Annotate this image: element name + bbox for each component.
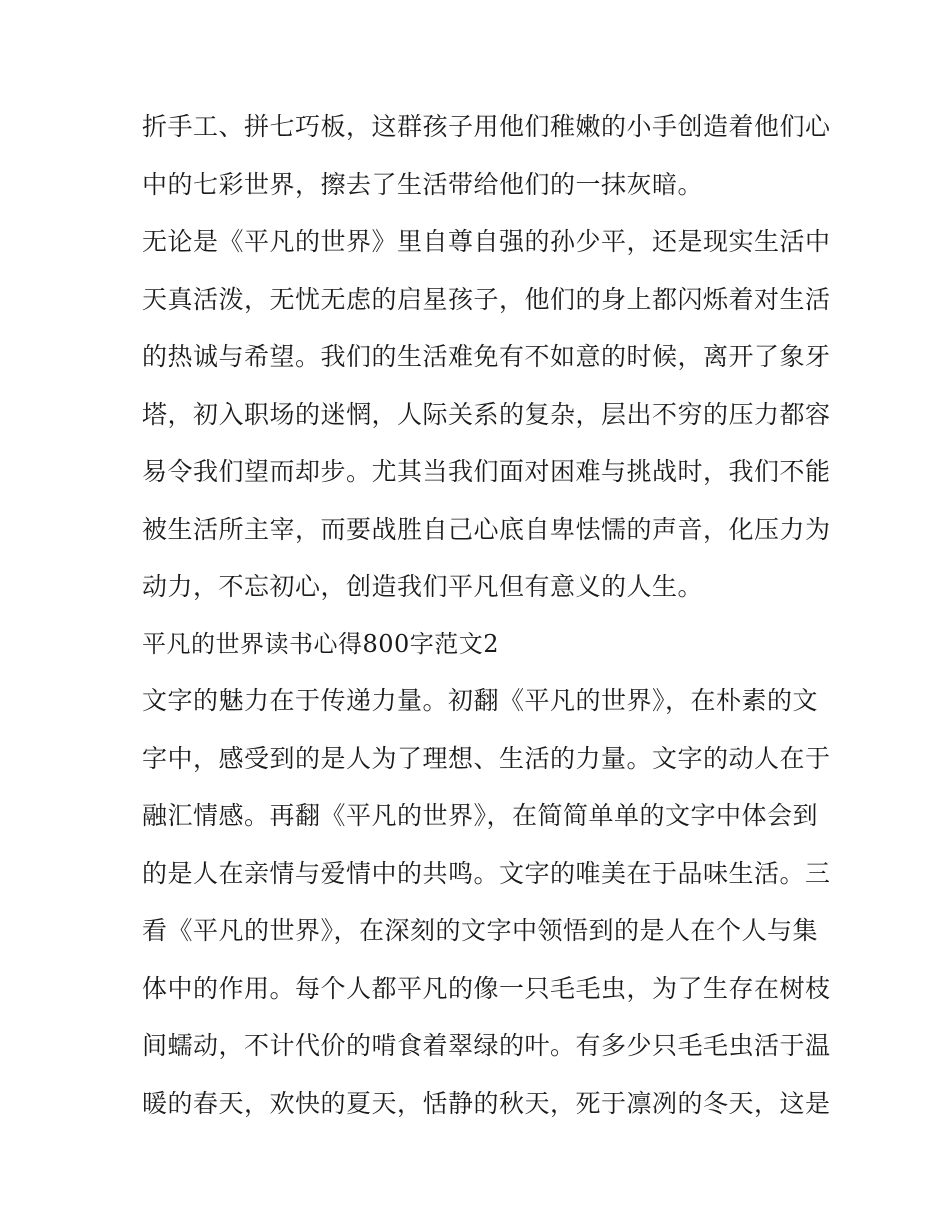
paragraph-line: 间蠕动，不计代价的啃食着翠绿的叶。有多少只毛毛虫活于温: [142, 1031, 831, 1060]
paragraph-line: 的热诚与希望。我们的生活难免有不如意的时候，离开了象牙: [142, 342, 831, 371]
paragraph-line: 文字的魅力在于传递力量。初翻《平凡的世界》，在朴素的文: [142, 686, 819, 715]
paragraph-line: 的是人在亲情与爱情中的共鸣。文字的唯美在于品味生活。三: [142, 859, 831, 888]
paragraph-line: 动力，不忘初心，创造我们平凡但有意义的人生。: [142, 572, 704, 601]
paragraph-line: 被生活所主宰，而要战胜自己心底自卑怯懦的声音，化压力为: [142, 515, 831, 544]
paragraph-line: 无论是《平凡的世界》里自尊自强的孙少平，还是现实生活中: [142, 227, 831, 256]
paragraph-line: 体中的作用。每个人都平凡的像一只毛毛虫，为了生存在树枝: [142, 974, 831, 1003]
paragraph-line: 折手工、拼七巧板，这群孩子用他们稚嫩的小手创造着他们心: [142, 112, 831, 141]
paragraph-line: 融汇情感。再翻《平凡的世界》，在简简单单的文字中体会到: [142, 801, 819, 830]
paragraph-line: 塔，初入职场的迷惘，人际关系的复杂，层出不穷的压力都容: [142, 400, 831, 429]
paragraph-line: 中的七彩世界，擦去了生活带给他们的一抹灰暗。: [142, 170, 704, 199]
section-heading: 平凡的世界读书心得800字范文2: [142, 630, 500, 658]
paragraph-line: 看《平凡的世界》，在深刻的文字中领悟到的是人在个人与集: [142, 916, 819, 945]
paragraph-line: 字中，感受到的是人为了理想、生活的力量。文字的动人在于: [142, 744, 831, 773]
paragraph-line: 天真活泼，无忧无虑的启星孩子，他们的身上都闪烁着对生活: [142, 285, 831, 314]
paragraph-line: 暖的春天，欢快的夏天，恬静的秋天，死于凛冽的冬天，这是: [142, 1089, 831, 1118]
paragraph-line: 易令我们望而却步。尤其当我们面对困难与挑战时，我们不能: [142, 457, 831, 486]
